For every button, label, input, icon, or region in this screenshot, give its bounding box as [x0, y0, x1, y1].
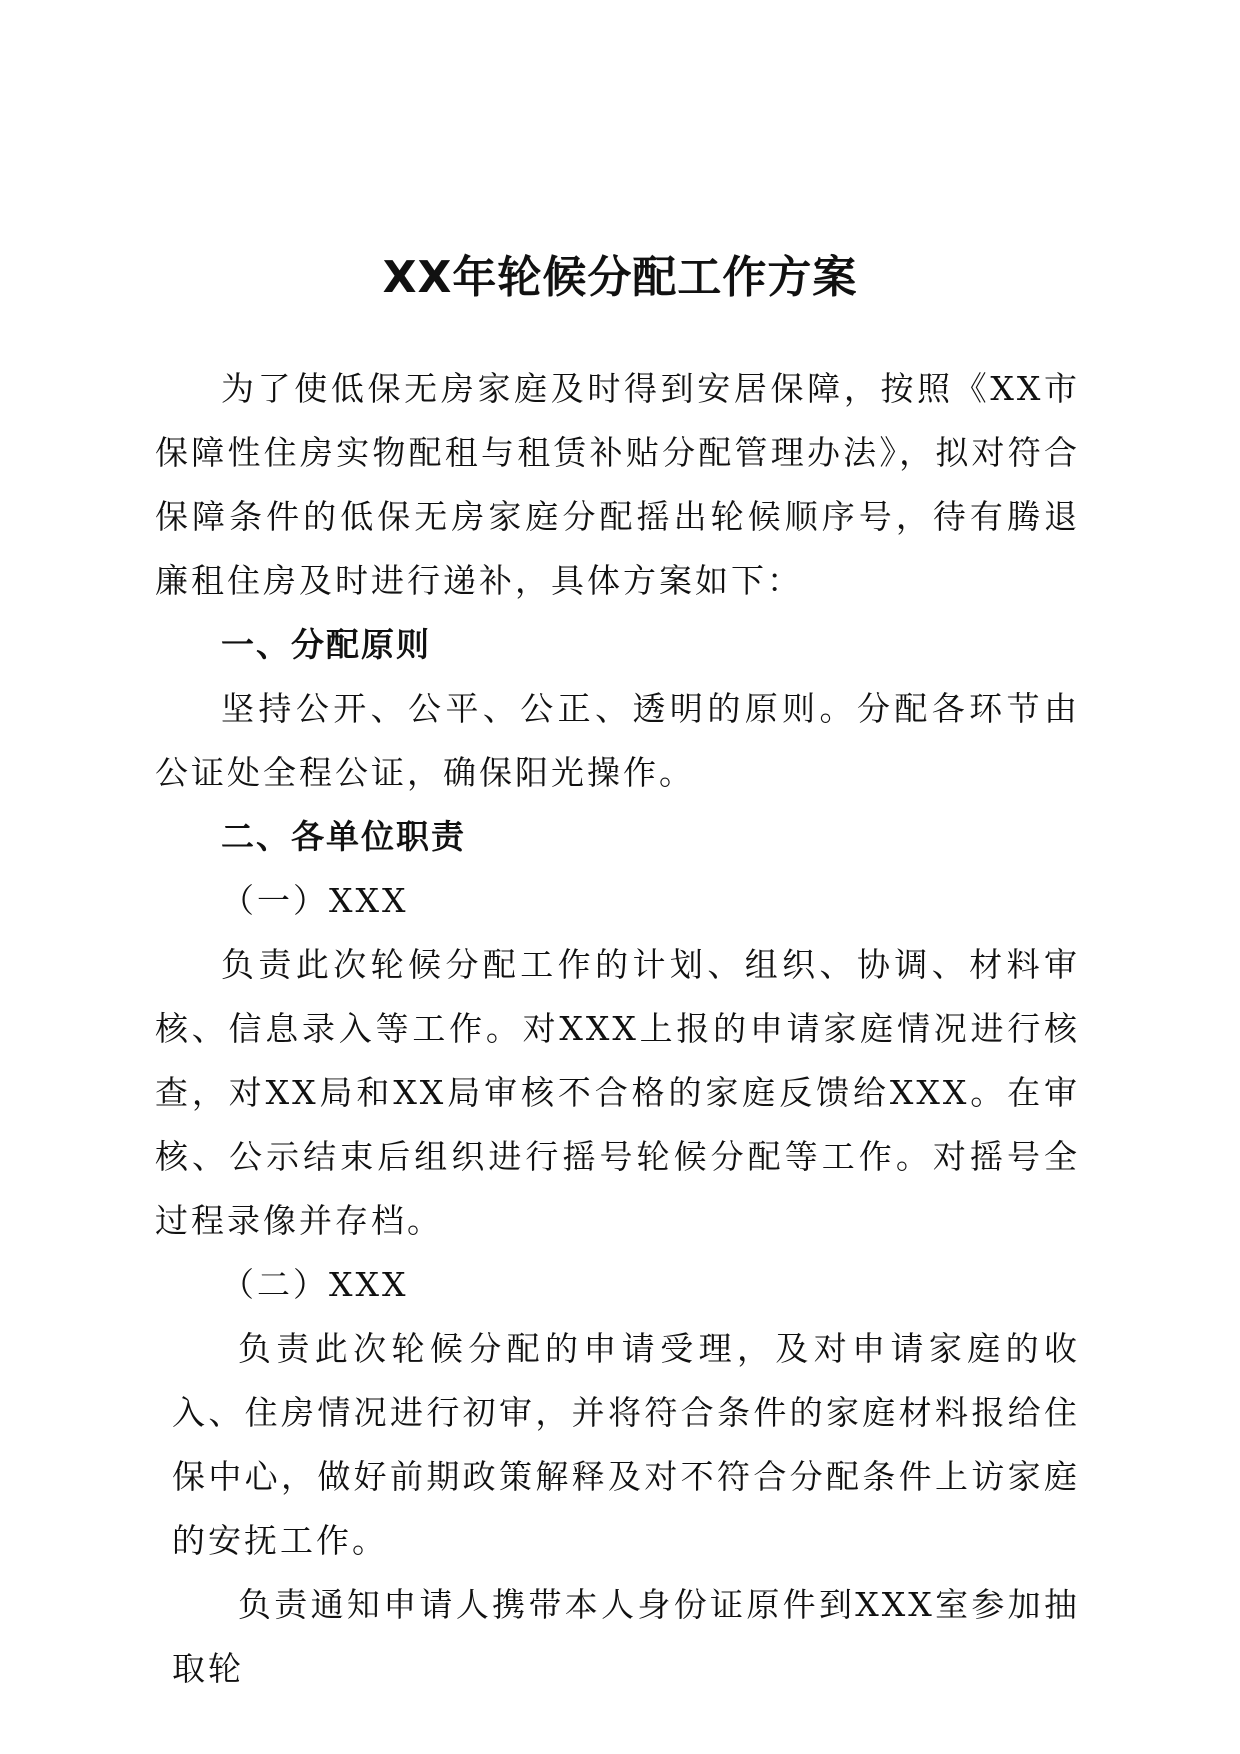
section-heading-principles: 一、分配原则: [221, 625, 431, 664]
subsection-heading-1: （一）XXX: [221, 881, 409, 920]
section-heading-responsibilities: 二、各单位职责: [221, 817, 466, 856]
subsection-1-paragraph: 负责此次轮候分配工作的计划、组织、协调、材料审核、信息录入等工作。对XXX上报的申请家庭情况进行核查，对XX局和XX局审核不合格的家庭反馈给XXX。在审核、公示结束后组织进行摇号轮候分配等工作。对摇号全过程录像并存档。: [155, 945, 1080, 1240]
intro-paragraph: 为了使低保无房家庭及时得到安居保障，按照《XX市保障性住房实物配租与租赁补贴分配管理办法》，拟对符合保障条件的低保无房家庭分配摇出轮候顺序号，待有腾退廉租住房及时进行递补，具体方案如下：: [155, 369, 1080, 600]
subsection-2-body: [155, 1317, 1080, 1701]
subsection-2-paragraph-1: 负责此次轮候分配的申请受理，及对申请家庭的收入、住房情况进行初审，并将符合条件的家庭材料报给住保中心，做好前期政策解释及对不符合分配条件上访家庭的安抚工作。: [172, 1329, 1080, 1560]
subsection-2-paragraph-2: 负责通知申请人携带本人身份证原件到XXX室参加抽取轮: [172, 1585, 1080, 1688]
principles-paragraph: 坚持公开、公平、公正、透明的原则。分配各环节由公证处全程公证，确保阳光操作。: [155, 689, 1080, 792]
document-body: [155, 357, 1080, 1701]
document-title: XX年轮候分配工作方案: [382, 252, 858, 303]
subsection-heading-2: （二）XXX: [221, 1265, 409, 1304]
